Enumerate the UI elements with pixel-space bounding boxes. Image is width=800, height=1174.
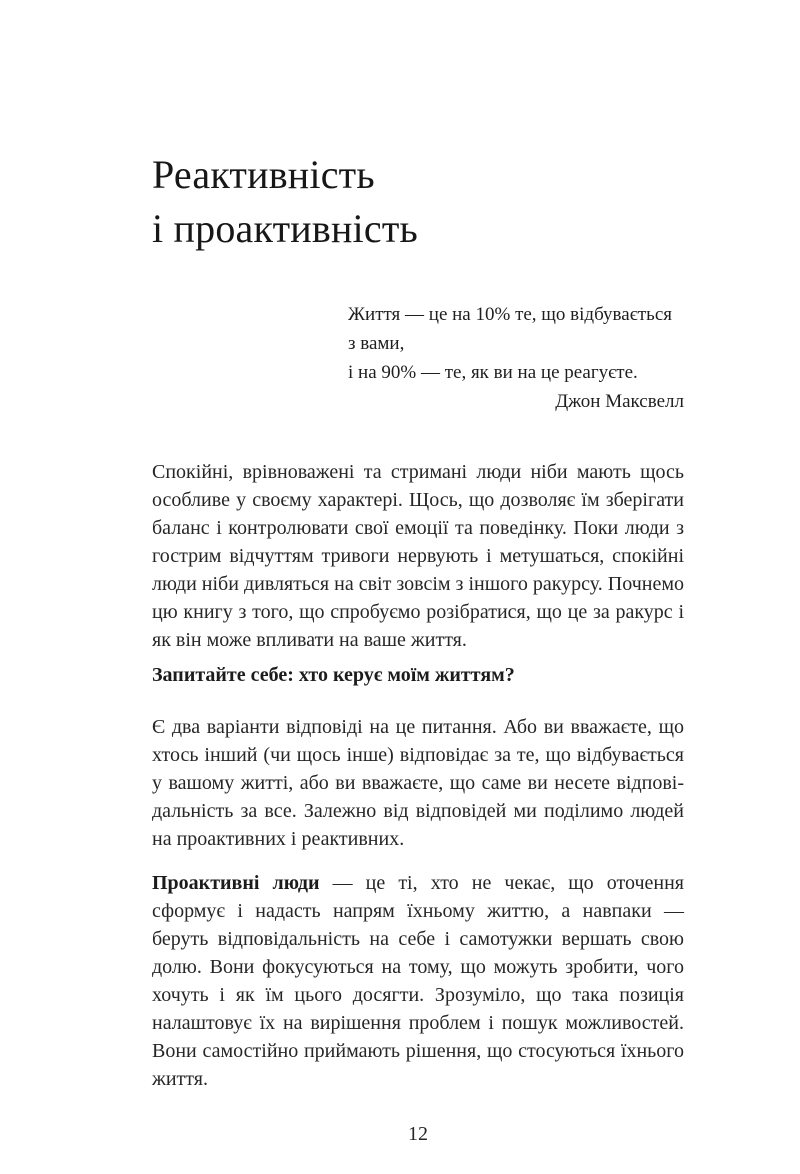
chapter-title-line1: Реактивність xyxy=(152,152,375,197)
paragraph-two-options: Є два варіанти відповіді на це питання. Або ви вважаєте, що хтось інший (чи щось інше) відповідає за те, що відбувається у вашому житті, або ви вважаєте, що саме ви несете відповідальність за все. Залежно від відповідей ми поділимо людей на проактивних і реактивних. xyxy=(152,716,684,850)
chapter-title-line2: і проактивність xyxy=(152,206,418,251)
epigraph-quote xyxy=(348,300,684,387)
epigraph-quote-line1: Життя — це на 10% те, що відбувається з вами, xyxy=(348,304,672,354)
section-subheading: Запитайте себе: хто керує моїм життям? xyxy=(152,664,515,686)
page-number: 12 xyxy=(408,1123,428,1145)
paragraph-proactive-people xyxy=(152,869,684,1093)
paragraph-proactive-lead: Проактивні люди xyxy=(152,872,320,894)
paragraph-proactive-rest: — це ті, хто не чекає, що оточення сформує і надасть напрям їхньому життю, а навпаки — беруть відповідальність на себе і самотужки вершать свою долю. Вони фокусуються на тому, що можуть зробити, чого хочуть і як їм цього досягти. Зрозуміло, що така позиція налаштовує їх на вирішення проблем і пошук можливостей. Вони самостійно приймають рішення, що стосуються їхнього життя. xyxy=(152,872,684,1090)
epigraph-quote-line2: і на 90% — те, як ви на це реагуєте. xyxy=(348,362,638,383)
paragraph-intro: Спокійні, врівноважені та стримані люди ніби мають щось особливе у своєму характері. Щось, що дозволяє їм зберігати баланс і контролювати свої емоції та поведінку. Поки люди з гострим відчуттям тривоги нервують і метушаться, спокійні люди ніби дивляться на світ зовсім з іншого ракурсу. Почнемо цю книгу з того, що спробуємо розібратися, що це за ракурс і як він може впливати на ваше життя. xyxy=(152,461,684,651)
text-block xyxy=(152,0,684,1148)
chapter-title xyxy=(152,0,684,256)
epigraph xyxy=(348,300,684,416)
epigraph-author: Джон Максвелл xyxy=(555,391,684,412)
